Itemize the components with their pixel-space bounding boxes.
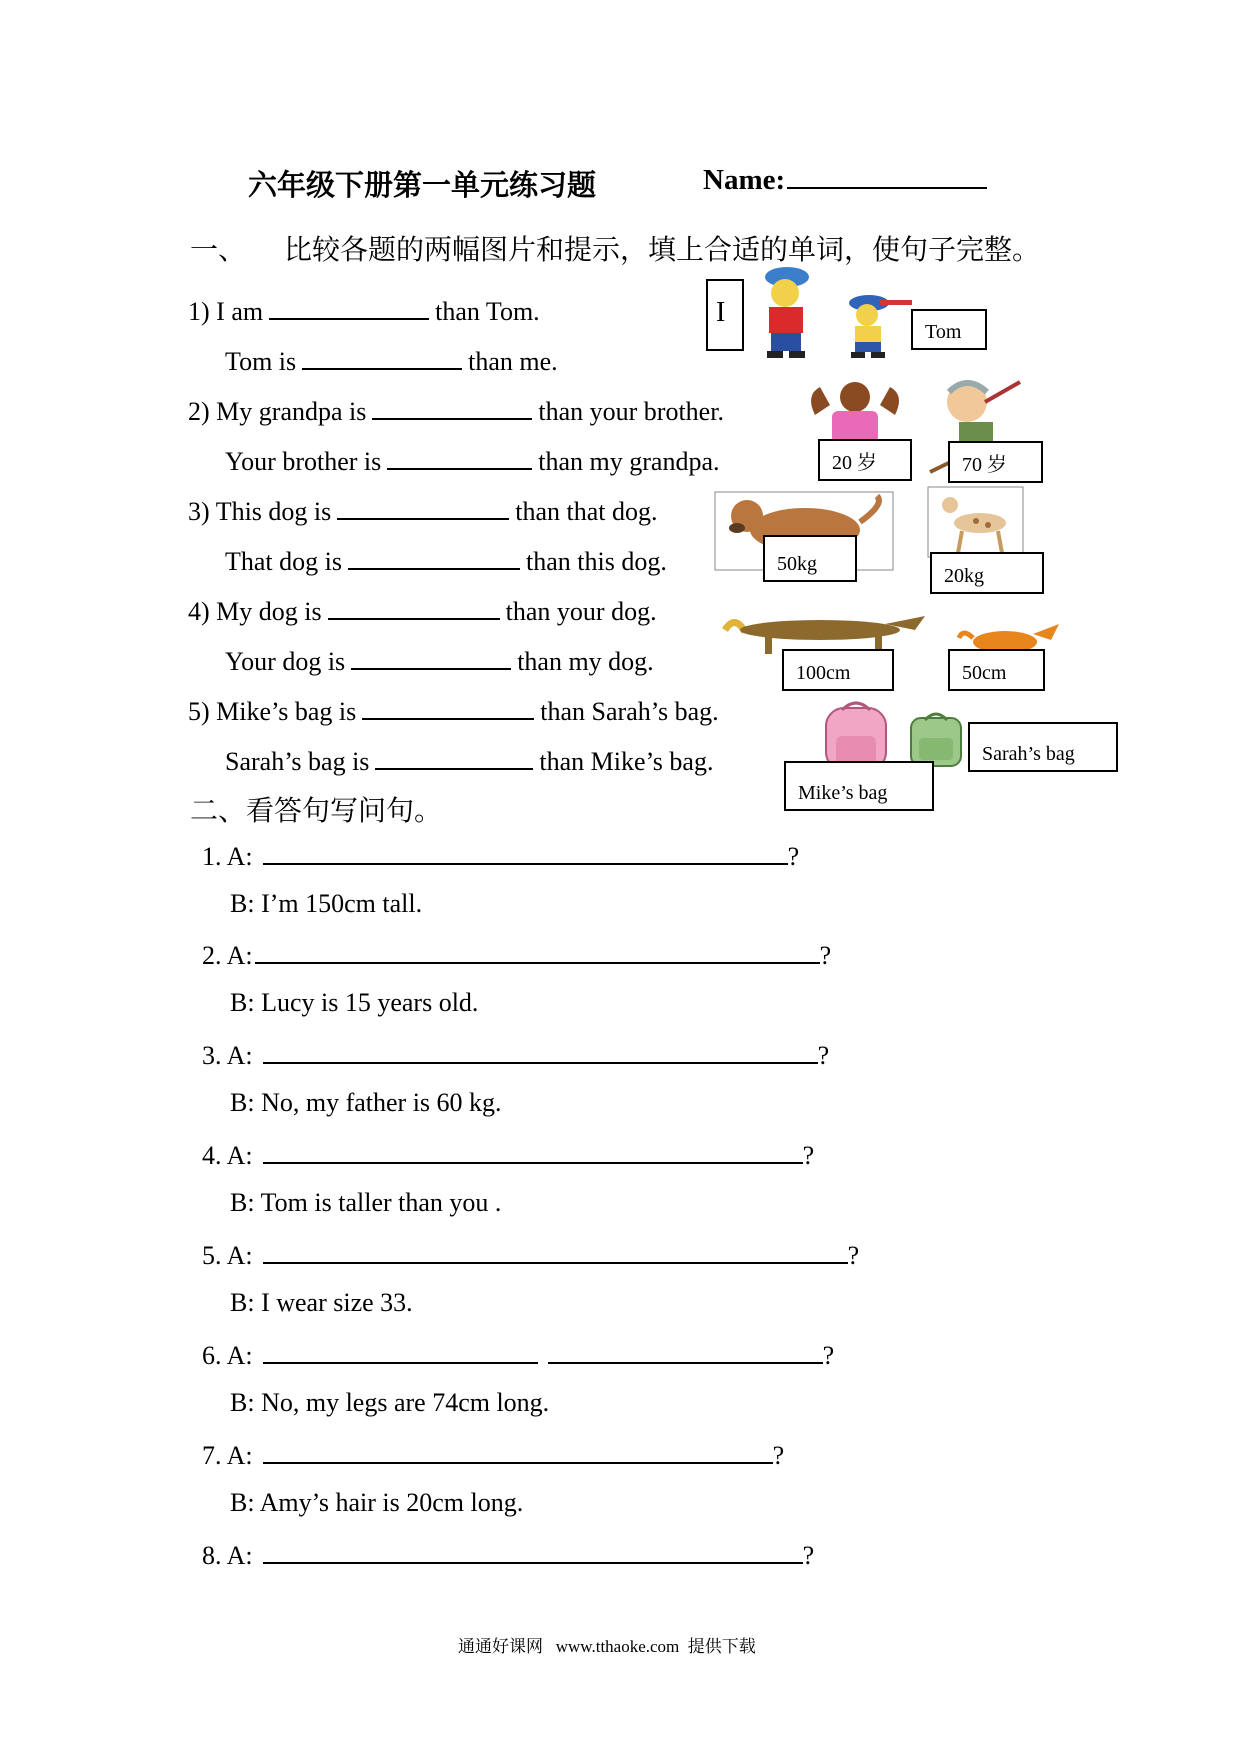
worksheet-title: 六年级下册第一单元练习题: [248, 170, 597, 202]
b-label: B:: [230, 988, 255, 1017]
s2-item-6-answer: [230, 1388, 549, 1418]
fill-blank[interactable]: [362, 696, 534, 720]
sentence-start: My grandpa is: [216, 397, 367, 426]
s1-item-4-line-a: [188, 596, 657, 627]
s2-item-6-question: [202, 1338, 834, 1371]
s1-item-2-line-b: [225, 446, 720, 477]
answer-text: I wear size 33.: [261, 1288, 413, 1317]
label-mikes-bag: Mike’s bag: [784, 761, 934, 811]
fill-blank[interactable]: [387, 446, 532, 470]
sentence-start: Mike’s bag is: [216, 697, 357, 726]
sentence-start: This dog is: [215, 497, 332, 526]
item-number: 1.: [202, 842, 222, 871]
b-label: B:: [230, 1088, 255, 1117]
name-blank[interactable]: [787, 163, 987, 189]
s1-item-2-line-a: [188, 396, 724, 427]
a-label: A:: [226, 842, 253, 871]
s2-item-5-question: [202, 1238, 859, 1271]
item-number: 7.: [202, 1441, 222, 1470]
s1-item-4-line-b: [225, 646, 654, 677]
b-label: B:: [230, 1288, 255, 1317]
name-label: Name:: [703, 164, 786, 196]
question-blank[interactable]: [263, 839, 788, 865]
question-blank[interactable]: [263, 1038, 818, 1064]
label-length-100cm: 100cm: [782, 649, 894, 691]
sentence-start: Sarah’s bag is: [225, 747, 370, 776]
s2-item-2-question: [202, 938, 831, 971]
s1-item-5-line-a: [188, 696, 719, 727]
sentence-end: than your brother.: [538, 397, 724, 426]
b-label: B:: [230, 1188, 255, 1217]
sentence-end: than Sarah’s bag.: [540, 697, 719, 726]
question-blank[interactable]: [255, 938, 820, 964]
fill-blank[interactable]: [328, 596, 500, 620]
label-weight-50kg: 50kg: [763, 535, 857, 582]
sentence-end: than Mike’s bag.: [539, 747, 714, 776]
item-number: 5.: [202, 1241, 222, 1270]
page-footer: [458, 1632, 756, 1657]
question-mark: ?: [787, 842, 800, 871]
section1-heading: [190, 228, 1040, 268]
s2-item-7-question: [202, 1438, 784, 1471]
sentence-start: Tom is: [225, 347, 297, 376]
answer-text: Amy’s hair is 20cm long.: [259, 1488, 524, 1517]
question-mark: ?: [817, 1041, 830, 1070]
question-mark: ?: [802, 1541, 815, 1570]
sentence-start: That dog is: [225, 547, 342, 576]
label-age-20: 20 岁: [818, 439, 912, 481]
s1-item-5-line-b: [225, 746, 713, 777]
question-mark: ?: [772, 1441, 785, 1470]
label-length-50cm: 50cm: [948, 649, 1045, 691]
b-label: B:: [230, 1388, 255, 1417]
section1-instructions: 比较各题的两幅图片和提示，填上合适的单词，使句子完整。: [284, 235, 1041, 266]
section1-number: 一、: [190, 235, 247, 266]
sentence-end: than me.: [468, 347, 558, 376]
tall-boy-illustration: [745, 265, 825, 360]
label-age-70: 70 岁: [948, 441, 1043, 483]
s2-item-3-question: [202, 1038, 829, 1071]
question-blank-part2[interactable]: [548, 1338, 823, 1364]
b-label: B:: [230, 889, 255, 918]
item-number: 3.: [202, 1041, 222, 1070]
section2-heading: 二、看答句写问句。: [190, 796, 443, 827]
item-number: 8.: [202, 1541, 222, 1570]
question-blank[interactable]: [263, 1538, 803, 1564]
fill-blank[interactable]: [337, 496, 509, 520]
s1-item-1-line-a: [188, 296, 540, 327]
a-label: A:: [226, 1141, 253, 1170]
question-blank[interactable]: [263, 1438, 773, 1464]
sentence-start: I am: [216, 297, 264, 326]
item-number: 5): [188, 697, 210, 726]
s1-item-3-line-b: [225, 546, 667, 577]
question-blank[interactable]: [263, 1238, 848, 1264]
question-mark: ?: [847, 1241, 860, 1270]
a-label: A:: [226, 1541, 253, 1570]
footer-url[interactable]: www.tthaoke.com: [555, 1637, 680, 1656]
a-label: A:: [226, 1041, 253, 1070]
a-label: A:: [226, 1241, 253, 1270]
b-label: B:: [230, 1488, 255, 1517]
s2-item-7-answer: [230, 1488, 523, 1518]
short-boy-illustration: [835, 295, 915, 360]
answer-text: No, my legs are 74cm long.: [261, 1388, 550, 1417]
sentence-start: Your dog is: [225, 647, 346, 676]
question-mark: ?: [819, 941, 832, 970]
s2-item-5-answer: [230, 1288, 413, 1318]
label-i: I: [706, 279, 744, 351]
fill-blank[interactable]: [375, 746, 533, 770]
sentence-end: than my grandpa.: [538, 447, 720, 476]
fill-blank[interactable]: [351, 646, 511, 670]
s2-item-4-answer: [230, 1188, 501, 1218]
a-label: A:: [226, 1441, 253, 1470]
answer-text: Lucy is 15 years old.: [261, 988, 479, 1017]
s2-item-4-question: [202, 1138, 814, 1171]
s2-item-8-question: [202, 1538, 814, 1571]
fill-blank[interactable]: [302, 346, 462, 370]
sentence-start: My dog is: [216, 597, 322, 626]
item-number: 2.: [202, 941, 222, 970]
sentence-end: than your dog.: [505, 597, 657, 626]
s1-item-1-line-b: [225, 346, 558, 377]
name-field[interactable]: [703, 163, 987, 197]
label-tom: Tom: [911, 309, 987, 350]
s2-item-1-answer: [230, 889, 422, 919]
answer-text: I’m 150cm tall.: [261, 889, 423, 918]
item-number: 4): [188, 597, 210, 626]
answer-text: Tom is taller than you .: [260, 1188, 502, 1217]
s1-item-3-line-a: [188, 496, 658, 527]
footer-suffix: 提供下载: [687, 1637, 756, 1656]
sentence-end: than that dog.: [515, 497, 658, 526]
fill-blank[interactable]: [348, 546, 520, 570]
label-weight-20kg: 20kg: [930, 552, 1044, 594]
sentence-end: than this dog.: [526, 547, 667, 576]
item-number: 6.: [202, 1341, 222, 1370]
a-label: A:: [226, 1341, 253, 1370]
a-label: A:: [226, 941, 253, 970]
item-number: 1): [188, 297, 210, 326]
item-number: 2): [188, 397, 210, 426]
fill-blank[interactable]: [372, 396, 532, 420]
fill-blank[interactable]: [269, 296, 429, 320]
s2-item-1-question: [202, 839, 799, 872]
question-mark: ?: [822, 1341, 835, 1370]
question-mark: ?: [802, 1141, 815, 1170]
sentence-start: Your brother is: [225, 447, 382, 476]
item-number: 4.: [202, 1141, 222, 1170]
footer-site-name: 通通好课网: [458, 1637, 543, 1656]
question-blank-part1[interactable]: [263, 1338, 538, 1364]
question-blank[interactable]: [263, 1138, 803, 1164]
item-number: 3): [188, 497, 210, 526]
label-sarahs-bag: Sarah’s bag: [968, 722, 1118, 772]
s2-item-2-answer: [230, 988, 478, 1018]
thin-dog-illustration: [928, 487, 1023, 557]
sentence-end: than Tom.: [435, 297, 540, 326]
sentence-end: than my dog.: [517, 647, 654, 676]
s2-item-3-answer: [230, 1088, 502, 1118]
answer-text: No, my father is 60 kg.: [261, 1088, 502, 1117]
